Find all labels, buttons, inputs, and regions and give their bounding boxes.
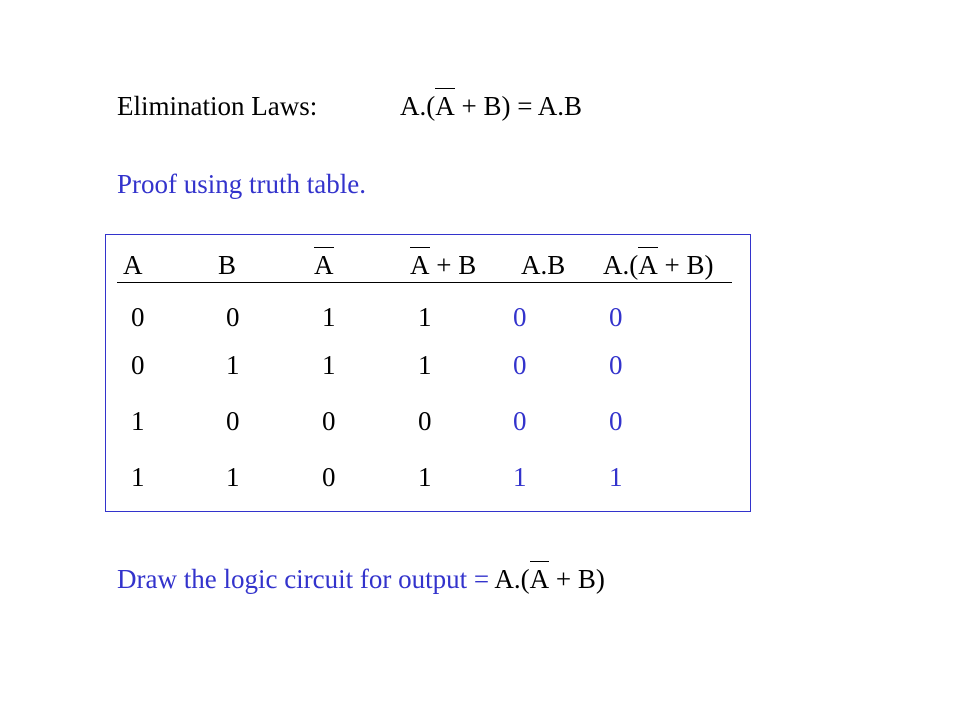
header-full-expression: [603, 252, 713, 279]
cell-r2-a: 1: [131, 406, 145, 436]
cell-r3-not-a-plus-b: 1: [418, 462, 432, 492]
cell-r3-a: 1: [131, 462, 145, 492]
law-equation: [400, 93, 582, 120]
cell-r1-full: 0: [609, 350, 623, 380]
header-not-a-plus-b: [410, 252, 476, 279]
header-not-a: A: [314, 250, 334, 280]
draw-expr-bar: A: [529, 564, 550, 594]
cell-r0-b: 0: [226, 302, 240, 332]
equation-not-a: A: [435, 91, 455, 121]
cell-r2-full: 0: [609, 406, 623, 436]
cell-r1-not-a: 1: [322, 350, 336, 380]
cell-r3-not-a: 0: [322, 462, 336, 492]
draw-instruction: [117, 566, 605, 593]
cell-r0-not-a: 1: [322, 302, 336, 332]
header-plus-b: + B: [429, 250, 477, 280]
draw-expr-suffix: + B): [549, 564, 605, 594]
header-a-and-b: A.B: [521, 250, 566, 280]
proof-caption: Proof using truth table.: [117, 169, 366, 199]
equation-suffix: + B) = A.B: [454, 91, 582, 121]
header-underline: [117, 282, 732, 283]
cell-r3-full: 1: [609, 462, 623, 492]
cell-r2-a-and-b: 0: [513, 406, 527, 436]
cell-r1-b: 1: [226, 350, 240, 380]
cell-r0-not-a-plus-b: 1: [418, 302, 432, 332]
draw-lead-text: Draw the logic circuit for output =: [117, 564, 495, 594]
cell-r2-not-a-plus-b: 0: [418, 406, 432, 436]
header-a: A: [123, 250, 143, 280]
header-not-a-bar: A: [410, 250, 430, 280]
cell-r0-a: 0: [131, 302, 145, 332]
header-full-suffix: + B): [657, 250, 714, 280]
cell-r2-b: 0: [226, 406, 240, 436]
cell-r2-not-a: 0: [322, 406, 336, 436]
cell-r0-a-and-b: 0: [513, 302, 527, 332]
cell-r3-a-and-b: 1: [513, 462, 527, 492]
header-full-bar: A: [638, 250, 658, 280]
cell-r0-full: 0: [609, 302, 623, 332]
cell-r3-b: 1: [226, 462, 240, 492]
header-b: B: [218, 250, 237, 280]
draw-expr-prefix: A.(: [494, 564, 530, 594]
cell-r1-not-a-plus-b: 1: [418, 350, 432, 380]
header-full-prefix: A.(: [603, 250, 639, 280]
cell-r1-a: 0: [131, 350, 145, 380]
equation-prefix: A.(: [400, 91, 436, 121]
law-title: Elimination Laws:: [117, 91, 318, 121]
cell-r1-a-and-b: 0: [513, 350, 527, 380]
